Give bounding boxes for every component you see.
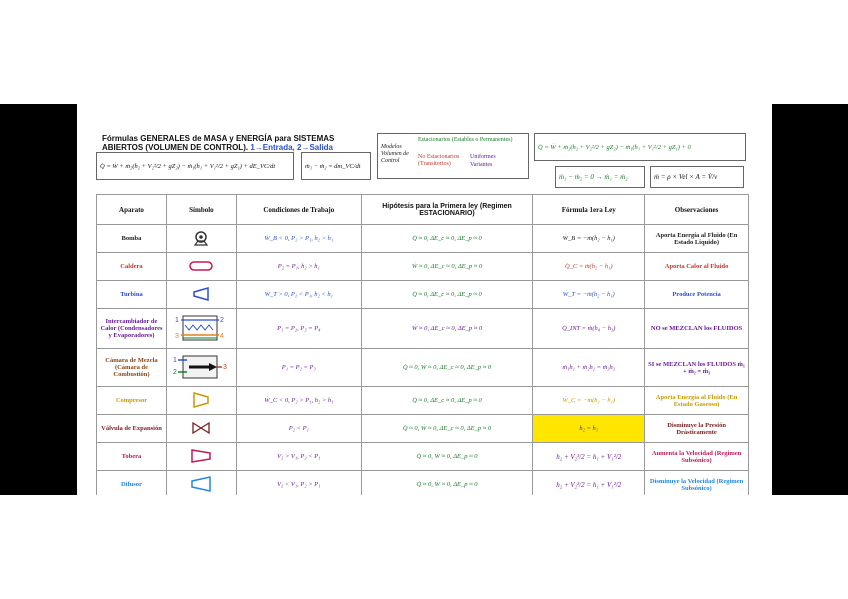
- mixing-chamber-icon: [173, 353, 229, 381]
- aparato-cell: Compresor: [97, 387, 167, 415]
- observation-cell: NO se MEZCLAN los FLUIDOS: [645, 309, 749, 349]
- models-label: Modelos Volumen de Control: [381, 144, 409, 164]
- condition-cell: V₂ < V₁, P₂ > P₁: [236, 471, 361, 496]
- table-header-row: [97, 195, 749, 225]
- symbol-cell: [166, 387, 236, 415]
- right-letterbox: [772, 104, 848, 495]
- energy-steady-formula: Q̇ = Ẇ + ṁ₂(h₂ + V₂²/2 + gZ₂) − ṁ₁(h₁ + V₁²/2 + gZ₁) + 0: [534, 133, 746, 161]
- hypothesis-cell: Q̇ ≈ 0, ΔE_c ≈ 0, ΔE_p ≈ 0: [361, 281, 533, 309]
- observation-cell: Aumenta la Velocidad (Regimen Subsónico): [645, 443, 749, 471]
- observation-cell: Disminuye la Velocidad (Regimen Subsónico): [645, 471, 749, 496]
- hypothesis-cell: Ẇ ≈ 0, ΔE_c ≈ 0, ΔE_p ≈ 0: [361, 309, 533, 349]
- control-volume-models: [377, 133, 529, 179]
- condition-cell: P₂ = P₁, h₂ > h₁: [236, 253, 361, 281]
- hypothesis-cell: Ẇ ≈ 0, ΔE_c ≈ 0, ΔE_p ≈ 0: [361, 253, 533, 281]
- svg-text:3: 3: [223, 363, 228, 371]
- symbol-cell: [166, 281, 236, 309]
- aparato-cell: Difusor: [97, 471, 167, 496]
- hypothesis-cell: Q̇ ≈ 0, ΔE_c ≈ 0, ΔE_p ≈ 0: [361, 387, 533, 415]
- header-formula: Fórmula 1era Ley: [533, 195, 645, 225]
- symbol-cell: [166, 253, 236, 281]
- valve-icon: [190, 421, 212, 435]
- turbine-icon: [190, 286, 212, 302]
- heat-exchanger-icon: [174, 313, 228, 343]
- formula-cell: Ẇ_T = −ṁ(h₂ − h₁): [533, 281, 645, 309]
- table-row-compresor: [97, 387, 749, 415]
- formula-cell: Q̇_INT = ṁ(h₄ − h₃): [533, 309, 645, 349]
- formula-cell: h₂ = h₁: [533, 415, 645, 443]
- svg-text:4: 4: [220, 332, 225, 340]
- svg-text:2: 2: [220, 316, 225, 324]
- models-uniform: Uniformes Variantes: [470, 154, 496, 168]
- condition-cell: V₂ > V₁, P₂ < P₁: [236, 443, 361, 471]
- svg-text:1: 1: [173, 356, 178, 364]
- header-hipotesis: Hipótesis para la Primera ley (Regimen ESTACIONARIO): [361, 195, 533, 225]
- title-legend: 1→Entrada, 2→Salida: [250, 143, 334, 152]
- hypothesis-cell: Q̇ ≈ 0, ΔE_c ≈ 0, ΔE_p ≈ 0: [361, 225, 533, 253]
- boiler-icon: [188, 260, 214, 272]
- nozzle-icon: [189, 448, 213, 464]
- aparato-cell: Tobera: [97, 443, 167, 471]
- formula-cell: ṁ₁h₁ + ṁ₂h₂ = ṁ₃h₃: [533, 349, 645, 387]
- mass-general-formula: ṁ₁ − ṁ₂ = dm_VC/dt: [301, 152, 371, 180]
- observation-cell: Aporta Calor al Fluido: [645, 253, 749, 281]
- aparato-cell: Bomba: [97, 225, 167, 253]
- observation-cell: SI se MEZCLAN los FLUIDOS ṁ₁ + ṁ₂ = ṁ₃: [645, 349, 749, 387]
- mass-flow-formula: ṁ = ρ × Vel × A = V̇/v: [650, 166, 744, 188]
- condition-cell: Ẇ_B < 0, P₂ > P₁, h₂ > h₁: [236, 225, 361, 253]
- title-line2: ABIERTOS (VOLUMEN DE CONTROL).: [102, 143, 249, 152]
- aparato-cell: Intercambiador de Calor (Condensadores y Evaporadores): [97, 309, 167, 349]
- header-simbolo: Símbolo: [166, 195, 236, 225]
- symbol-cell: [166, 471, 236, 496]
- aparato-cell: Válvula de Expansión: [97, 415, 167, 443]
- energy-general-formula: Q̇ = Ẇ + ṁ₂(h₂ + V₂²/2 + gZ₂) − ṁ₁(h₁ + V₁²/2 + gZ₁) + dE_VC/dt: [96, 152, 294, 180]
- table-row-camara-mezcla: [97, 349, 749, 387]
- formula-cell: h₂ + V₂²/2 = h₁ + V₁²/2: [533, 471, 645, 496]
- condition-cell: P₁ = P₂, P₃ = P₄: [236, 309, 361, 349]
- svg-text:2: 2: [173, 368, 178, 376]
- pump-icon: [190, 230, 212, 246]
- condition-cell: Ẇ_T > 0, P₂ < P₁, h₂ < h₁: [236, 281, 361, 309]
- table-row-caldera: [97, 253, 749, 281]
- left-letterbox: [0, 104, 77, 495]
- table-row-tobera: [97, 443, 749, 471]
- condition-cell: Ẇ_C < 0, P₂ > P₁, h₂ > h₁: [236, 387, 361, 415]
- models-unsteady: No Estacionarios (Transitorios): [418, 154, 460, 167]
- table-row-intercambiador: [97, 309, 749, 349]
- table-row-turbina: [97, 281, 749, 309]
- condition-cell: P₁ = P₂ = P₃: [236, 349, 361, 387]
- formula-cell: Ẇ_B = −ṁ(h₂ − h₁): [533, 225, 645, 253]
- formula-cell: Ẇ_C = −ṁ(h₂ − h₁): [533, 387, 645, 415]
- aparato-cell: Turbina: [97, 281, 167, 309]
- symbol-cell: [166, 349, 236, 387]
- aparato-cell: Caldera: [97, 253, 167, 281]
- symbol-cell: [166, 415, 236, 443]
- hypothesis-cell: Q̇ ≈ 0, Ẇ ≈ 0, ΔE_p ≈ 0: [361, 471, 533, 496]
- header-aparato: Aparato: [97, 195, 167, 225]
- svg-text:3: 3: [175, 332, 180, 340]
- observation-cell: Produce Potencia: [645, 281, 749, 309]
- table-row-bomba: [97, 225, 749, 253]
- symbol-cell: [166, 225, 236, 253]
- diffuser-icon: [189, 475, 213, 493]
- slide: [77, 104, 772, 495]
- observation-cell: Aporta Energía al Fluido (En Estado Líquido): [645, 225, 749, 253]
- observation-cell: Aporta Energía al Fluido (En Estado Gaseoso): [645, 387, 749, 415]
- compressor-icon: [190, 391, 212, 409]
- formula-cell: Q̇_C = ṁ(h₂ − h₁): [533, 253, 645, 281]
- hypothesis-cell: Q̇ ≈ 0, Ẇ ≈ 0, ΔE_c ≈ 0, ΔE_p ≈ 0: [361, 349, 533, 387]
- observation-cell: Disminuye la Presión Drásticamente: [645, 415, 749, 443]
- devices-table: [96, 194, 749, 495]
- symbol-cell: [166, 309, 236, 349]
- models-steady: Estacionarios (Estables o Permanentes): [418, 137, 513, 143]
- table-row-valvula: [97, 415, 749, 443]
- symbol-cell: [166, 443, 236, 471]
- aparato-cell: Cámara de Mezcla (Cámara de Combustión): [97, 349, 167, 387]
- header-condiciones: Condiciones de Trabajo: [236, 195, 361, 225]
- document-title: [102, 134, 382, 152]
- svg-text:1: 1: [175, 316, 180, 324]
- condition-cell: P₂ < P₁: [236, 415, 361, 443]
- header-observaciones: Observaciones: [645, 195, 749, 225]
- mass-steady-formula: ṁ₁ − ṁ₂ = 0 → ṁ₁ = ṁ₂: [555, 166, 645, 188]
- hypothesis-cell: Q̇ ≈ 0, Ẇ ≈ 0, ΔE_p ≈ 0: [361, 443, 533, 471]
- formula-cell: h₂ + V₂²/2 = h₁ + V₁²/2: [533, 443, 645, 471]
- title-line1: Fórmulas GENERALES de MASA y ENERGÍA para SISTEMAS: [102, 134, 335, 143]
- hypothesis-cell: Q̇ ≈ 0, Ẇ ≈ 0, ΔE_c ≈ 0, ΔE_p ≈ 0: [361, 415, 533, 443]
- table-row-difusor: [97, 471, 749, 496]
